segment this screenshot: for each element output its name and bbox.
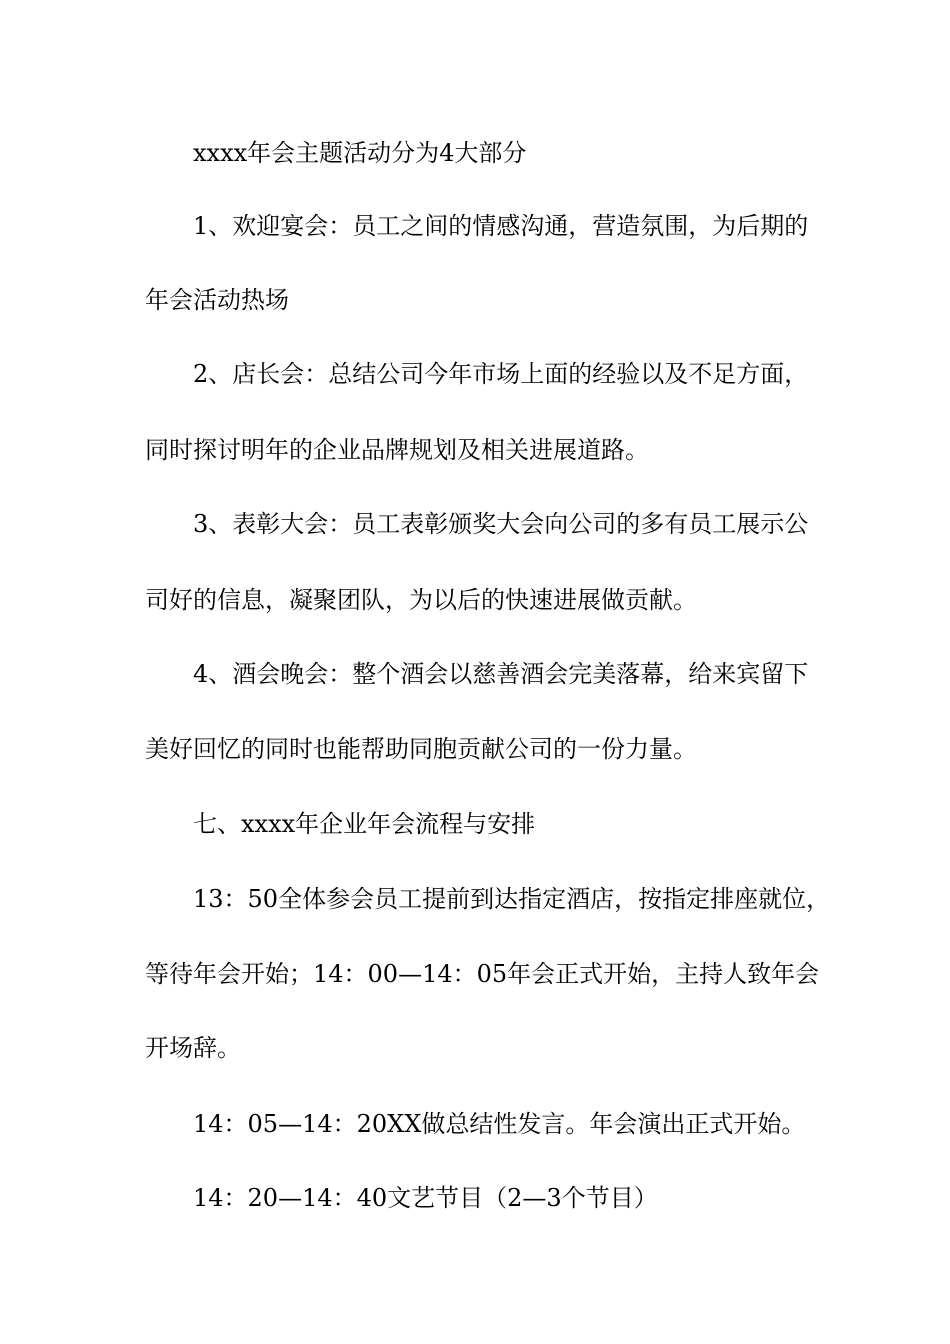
item-3-line-1: 3、表彰大会：员工表彰颁奖大会向公司的多有员工展示公	[193, 510, 809, 538]
section-intro-line: xxxx年会主题活动分为4大部分	[193, 139, 527, 167]
schedule-1405-line: 14：05—14：20XX做总结性发言。年会演出正式开始。	[193, 1110, 806, 1138]
item-1-line-2: 年会活动热场	[145, 286, 289, 314]
schedule-1350-line-2: 等待年会开始；14：00—14：05年会正式开始，主持人致年会	[145, 960, 820, 988]
item-3-line-2: 司好的信息，凝聚团队，为以后的快速进展做贡献。	[145, 586, 697, 614]
section-seven-heading: 七、xxxx年企业年会流程与安排	[193, 810, 536, 838]
item-1-line-1: 1、欢迎宴会：员工之间的情感沟通，营造氛围，为后期的	[193, 212, 809, 240]
schedule-1420-line: 14：20—14：40文艺节目（2—3个节目）	[193, 1184, 658, 1212]
item-2-line-1: 2、店长会：总结公司今年市场上面的经验以及不足方面，	[193, 360, 809, 388]
item-4-line-1: 4、酒会晚会：整个酒会以慈善酒会完美落幕，给来宾留下	[193, 660, 809, 688]
item-4-line-2: 美好回忆的同时也能帮助同胞贡献公司的一份力量。	[145, 735, 697, 763]
item-2-line-2: 同时探讨明年的企业品牌规划及相关进展道路。	[145, 436, 649, 464]
schedule-1350-line-1: 13：50全体参会员工提前到达指定酒店，按指定排座就位，	[193, 885, 831, 913]
schedule-1350-line-3: 开场辞。	[145, 1034, 241, 1062]
